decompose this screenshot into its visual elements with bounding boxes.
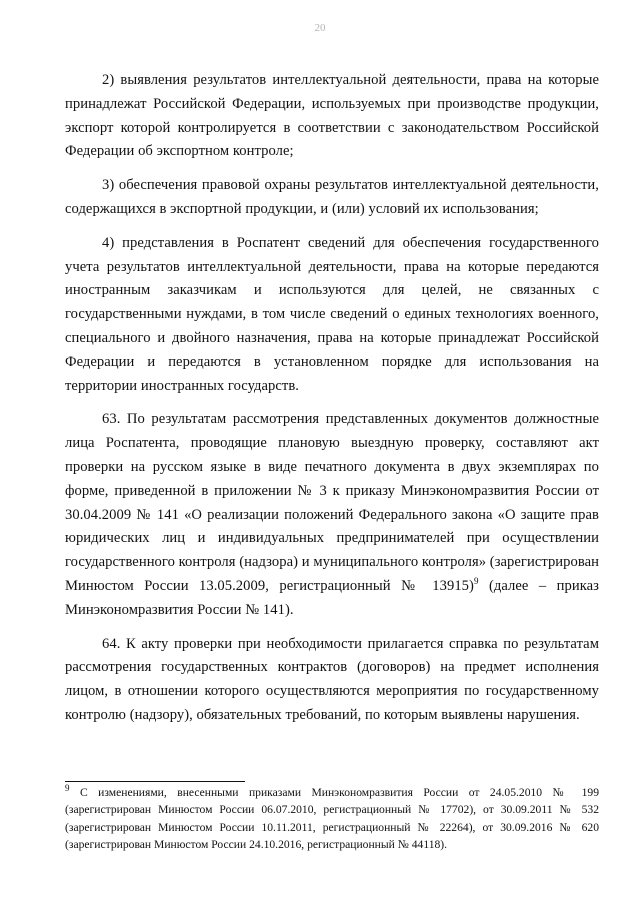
footnote-marker: 9: [65, 783, 70, 794]
paragraph-item-3: 3) обеспечения правовой охраны результатов интеллектуальной деятельности, содержащихся в экспортной продукции, и (или) условий их использования;: [65, 177, 599, 217]
paragraph-63: [65, 408, 599, 622]
document-body: [65, 69, 599, 738]
paragraph-item-4: 4) представления в Роспатент сведений для обеспечения государственного учета результатов интеллектуальной деятельности, права на которые передаются иностранным заказчикам и используются для целей, не связанных с государственными нуждами, в том числе сведений о единых технологиях военного, специального и двойного назначения, права на которые принадлежат Российской Федерации и передаются в установленном порядке для использования на территории иностранных государств.: [65, 234, 599, 394]
footnote-divider: [65, 781, 245, 782]
footnote-item: [65, 784, 599, 854]
footnote-text: С изменениями, внесенными приказами Минэкономразвития России от 24.05.2010 № 199 (зарегистрирован Минюстом России 06.07.2010, регистрационный № 17702), от 30.09.2011 № 532 (зарегистрирован Минюстом России 10.11.2011, регистрационный № 22264), от 30.09.2016 № 620 (зарегистрирован Минюстом России 24.10.2016, регистрационный № 44118).: [65, 786, 599, 852]
paragraph-63-text: 63. По результатам рассмотрения представленных документов должностные лица Роспатента, проводящие плановую выездную проверку, составляют акт проверки на русском языке в виде печатного документа в двух экземплярах по форме, приведенной в приложении № 3 к приказу Минэкономразвития России от 30.04.2009 № 141 «О реализации положений Федерального закона «О защите прав юридических лиц и индивидуальных предпринимателей при осуществлении государственного контроля (надзора) и муниципального контроля» (зарегистрирован Минюстом России 13.05.2009, регистрационный № 13915): [65, 411, 599, 594]
paragraph-64: 64. К акту проверки при необходимости прилагается справка по результатам рассмотрения государственных контрактов (договоров) на предмет исполнения лицом, в отношении которого осуществляются мероприятия по государственному контролю (надзору), обязательных требований, по которым выявлены нарушения.: [65, 635, 599, 723]
footnote: [65, 784, 599, 854]
footnote-reference: 9: [473, 576, 479, 587]
paragraph-item-2: 2) выявления результатов интеллектуальной деятельности, права на которые принадлежат Российской Федерации, используемых при производстве продукции, экспорт которой контролируется в соответствии с законодательством Российской Федерации об экспортном контроле;: [65, 72, 599, 160]
page-number: 20: [314, 22, 326, 34]
paragraph-63-continuation: (далее – приказ Минэкономразвития России № 141).: [65, 577, 599, 618]
